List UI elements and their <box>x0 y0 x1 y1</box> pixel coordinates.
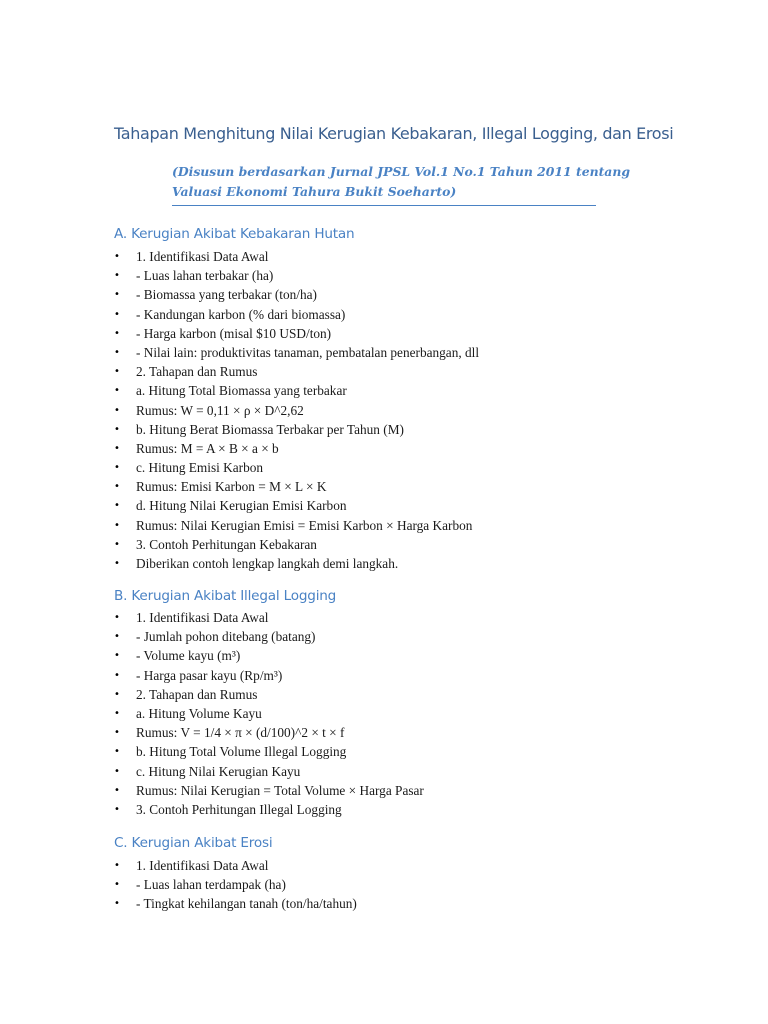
list-item-text: 3. Contoh Perhitungan Kebakaran <box>136 536 317 552</box>
bullet-icon: • <box>114 727 120 739</box>
bullet-icon: • <box>114 442 120 454</box>
subtitle-line: Valuasi Ekonomi Tahura Bukit Soeharto) <box>172 184 457 199</box>
list-item <box>114 627 424 646</box>
list-item-text: 1. Identifikasi Data Awal <box>136 610 269 625</box>
section-list-erosi <box>114 856 357 914</box>
bullet-icon: • <box>114 879 120 891</box>
list-item-text: - Luas lahan terdampak (ha) <box>136 877 286 893</box>
list-item <box>114 666 424 685</box>
list-item <box>114 685 424 704</box>
document-title: Tahapan Menghitung Nilai Kerugian Kebakaran, Illegal Logging, dan Erosi <box>114 124 674 143</box>
list-item-text: Rumus: Emisi Karbon = M × L × K <box>136 479 327 495</box>
list-item-text: c. Hitung Emisi Karbon <box>136 460 264 476</box>
list-item <box>114 646 424 665</box>
bullet-icon: • <box>114 500 120 512</box>
list-item-text: Rumus: V = 1/4 × π × (d/100)^2 × t × f <box>136 725 345 741</box>
list-item-text: 1. Identifikasi Data Awal <box>136 858 269 873</box>
bullet-icon: • <box>114 289 120 301</box>
list-item <box>114 439 479 458</box>
list-item-text: c. Hitung Nilai Kerugian Kayu <box>136 763 301 779</box>
bullet-icon: • <box>114 251 120 262</box>
bullet-icon: • <box>114 707 120 719</box>
list-item-text: 2. Tahapan dan Rumus <box>136 686 258 702</box>
list-item <box>114 496 479 515</box>
list-item <box>114 324 479 343</box>
list-item <box>114 305 479 324</box>
document-subtitle <box>172 162 631 206</box>
bullet-icon: • <box>114 270 120 282</box>
list-item-text: - Biomassa yang terbakar (ton/ha) <box>136 287 317 303</box>
bullet-icon: • <box>114 308 120 320</box>
bullet-icon: • <box>114 346 120 358</box>
list-item-text: b. Hitung Total Volume Illegal Logging <box>136 744 347 760</box>
bullet-icon: • <box>114 538 120 550</box>
list-item <box>114 477 479 496</box>
list-item <box>114 401 479 420</box>
list-item-text: a. Hitung Volume Kayu <box>136 705 262 721</box>
section-list-illegal-logging <box>114 608 424 819</box>
list-item-text: - Jumlah pohon ditebang (batang) <box>136 629 316 645</box>
bullet-icon: • <box>114 631 120 643</box>
bullet-icon: • <box>114 803 120 815</box>
list-item <box>114 516 479 535</box>
section-heading-kebakaran: A. Kerugian Akibat Kebakaran Hutan <box>114 226 355 242</box>
list-item-text: - Volume kayu (m³) <box>136 648 241 664</box>
list-item <box>114 554 479 573</box>
list-item-text: Diberikan contoh lengkap langkah demi langkah. <box>136 556 399 571</box>
list-item <box>114 723 424 742</box>
list-item-text: Rumus: Nilai Kerugian = Total Volume × Harga Pasar <box>136 782 424 798</box>
section-list-kebakaran <box>114 247 479 573</box>
list-item-text: - Nilai lain: produktivitas tanaman, pembatalan penerbangan, dll <box>136 344 480 360</box>
list-item <box>114 894 357 913</box>
list-item <box>114 362 479 381</box>
list-item-text: a. Hitung Total Biomassa yang terbakar <box>136 383 347 399</box>
bullet-icon: • <box>114 519 120 531</box>
list-item <box>114 781 424 800</box>
list-item <box>114 535 479 554</box>
list-item <box>114 704 424 723</box>
bullet-icon: • <box>114 650 120 662</box>
list-item-text: d. Hitung Nilai Kerugian Emisi Karbon <box>136 498 347 514</box>
bullet-icon: • <box>114 746 120 758</box>
bullet-icon: • <box>114 385 120 397</box>
bullet-icon: • <box>114 481 120 493</box>
list-item <box>114 381 479 400</box>
list-item-text: - Kandungan karbon (% dari biomassa) <box>136 306 346 322</box>
list-item-text: - Harga pasar kayu (Rp/m³) <box>136 667 283 683</box>
list-item <box>114 742 424 761</box>
bullet-icon: • <box>114 327 120 339</box>
list-item <box>114 420 479 439</box>
list-item-text: - Harga karbon (misal $10 USD/ton) <box>136 325 332 341</box>
list-item-text: 1. Identifikasi Data Awal <box>136 249 269 264</box>
bullet-icon: • <box>114 784 120 796</box>
bullet-icon: • <box>114 860 120 871</box>
list-item <box>114 856 357 875</box>
list-item-text: Rumus: Nilai Kerugian Emisi = Emisi Karbon × Harga Karbon <box>136 517 473 533</box>
bullet-icon: • <box>114 423 120 435</box>
list-item <box>114 800 424 819</box>
section-heading-erosi: C. Kerugian Akibat Erosi <box>114 835 273 851</box>
bullet-icon: • <box>114 366 120 378</box>
list-item-text: 3. Contoh Perhitungan Illegal Logging <box>136 801 342 817</box>
bullet-icon: • <box>114 462 120 474</box>
bullet-icon: • <box>114 404 120 416</box>
list-item-text: - Luas lahan terbakar (ha) <box>136 268 274 284</box>
list-item <box>114 458 479 477</box>
list-item <box>114 343 479 362</box>
section-heading-illegal-logging: B. Kerugian Akibat Illegal Logging <box>114 588 337 604</box>
list-item-text: Rumus: M = A × B × a × b <box>136 440 279 456</box>
bullet-icon: • <box>114 688 120 700</box>
bullet-icon: • <box>114 612 120 623</box>
list-item-text: - Tingkat kehilangan tanah (ton/ha/tahun) <box>136 896 357 912</box>
list-item <box>114 266 479 285</box>
bullet-icon: • <box>114 765 120 777</box>
list-item-text: b. Hitung Berat Biomassa Terbakar per Tahun (M) <box>136 421 404 437</box>
bullet-icon: • <box>114 669 120 681</box>
list-item <box>114 608 424 627</box>
bullet-icon: • <box>114 558 120 569</box>
list-item-text: 2. Tahapan dan Rumus <box>136 364 258 380</box>
subtitle-line: (Disusun berdasarkan Jurnal JPSL Vol.1 No.1 Tahun 2011 tentang <box>172 164 631 179</box>
list-item <box>114 762 424 781</box>
list-item <box>114 875 357 894</box>
list-item <box>114 285 479 304</box>
list-item-text: Rumus: W = 0,11 × ρ × D^2,62 <box>136 402 304 418</box>
bullet-icon: • <box>114 898 120 910</box>
list-item <box>114 247 479 266</box>
